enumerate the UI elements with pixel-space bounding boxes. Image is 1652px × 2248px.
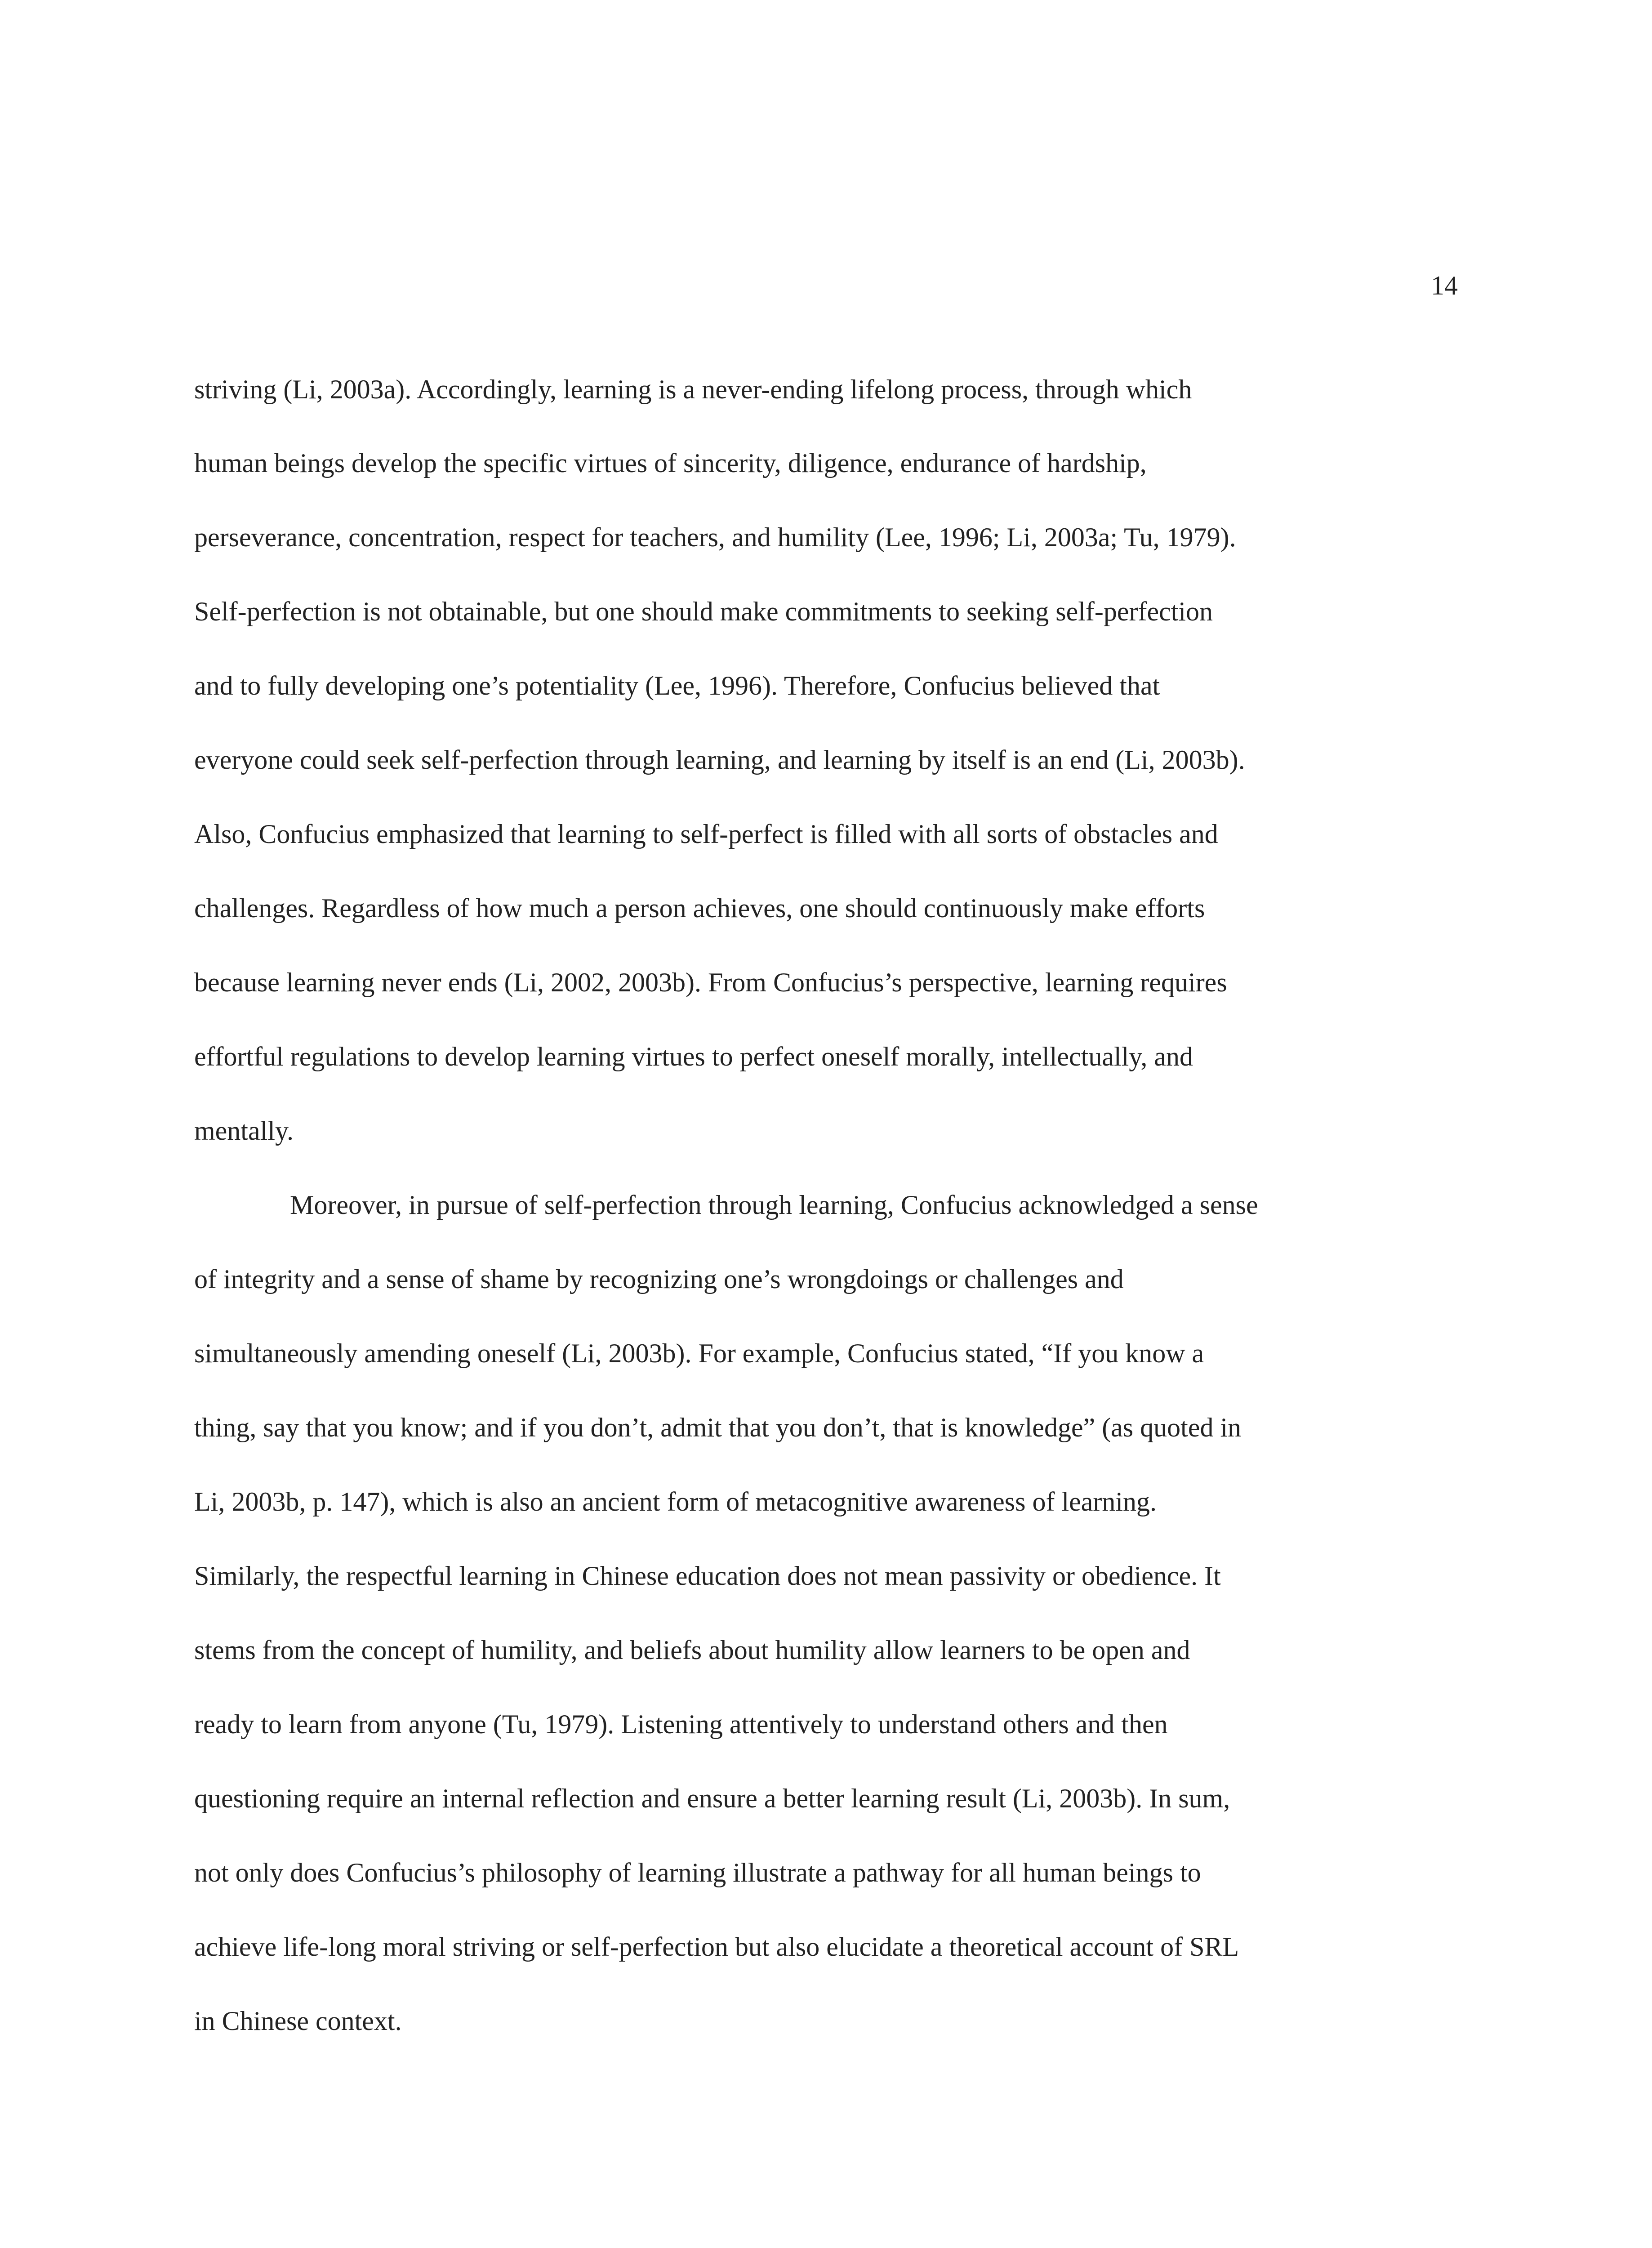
- paragraph-1-line-6: everyone could seek self-perfection through learning, and learning by itself is an end (Li, 2003b).: [194, 745, 1245, 775]
- paragraph-2-line-9: questioning require an internal reflection and ensure a better learning result (Li, 2003b). In sum,: [194, 1784, 1230, 1813]
- paragraph-2-line-5: Li, 2003b, p. 147), which is also an ancient form of metacognitive awareness of learning.: [194, 1487, 1157, 1517]
- paragraph-1-line-7: Also, Confucius emphasized that learning to self-perfect is filled with all sorts of obstacles and: [194, 819, 1218, 849]
- page-number: 14: [1431, 271, 1458, 300]
- paragraph-1-line-8: challenges. Regardless of how much a person achieves, one should continuously make efforts: [194, 893, 1205, 923]
- paragraph-2-line-8: ready to learn from anyone (Tu, 1979). Listening attentively to understand others and then: [194, 1709, 1168, 1739]
- paragraph-2-line-11: achieve life-long moral striving or self-perfection but also elucidate a theoretical account of SRL: [194, 1932, 1239, 1962]
- paragraph-1-line-3: perseverance, concentration, respect for teachers, and humility (Lee, 1996; Li, 2003a; Tu, 1979).: [194, 522, 1236, 552]
- paragraph-1-line-4: Self-perfection is not obtainable, but one should make commitments to seeking self-perfection: [194, 597, 1213, 626]
- paragraph-2-line-12: in Chinese context.: [194, 2006, 402, 2036]
- paragraph-2-line-7: stems from the concept of humility, and beliefs about humility allow learners to be open and: [194, 1635, 1190, 1665]
- paragraph-1-line-1: striving (Li, 2003a). Accordingly, learning is a never-ending lifelong process, through which: [194, 375, 1192, 404]
- paragraph-1-line-10: effortful regulations to develop learning virtues to perfect oneself morally, intellectually, and: [194, 1042, 1193, 1071]
- paragraph-1-line-9: because learning never ends (Li, 2002, 2003b). From Confucius’s perspective, learning requires: [194, 968, 1227, 997]
- paragraph-2-line-1: Moreover, in pursue of self-perfection through learning, Confucius acknowledged a sense: [290, 1190, 1258, 1220]
- paragraph-2-line-3: simultaneously amending oneself (Li, 2003b). For example, Confucius stated, “If you know a: [194, 1338, 1204, 1368]
- paragraph-1-line-11: mentally.: [194, 1116, 294, 1146]
- paragraph-1-line-2: human beings develop the specific virtues of sincerity, diligence, endurance of hardship,: [194, 448, 1147, 478]
- paragraph-2-line-6: Similarly, the respectful learning in Chinese education does not mean passivity or obedience. It: [194, 1561, 1221, 1591]
- paragraph-2-line-2: of integrity and a sense of shame by recognizing one’s wrongdoings or challenges and: [194, 1264, 1124, 1294]
- paragraph-1-line-5: and to fully developing one’s potentiality (Lee, 1996). Therefore, Confucius believed that: [194, 671, 1160, 700]
- paragraph-2-line-4: thing, say that you know; and if you don’t, admit that you don’t, that is knowledge” (as quoted in: [194, 1413, 1242, 1442]
- paragraph-2-line-10: not only does Confucius’s philosophy of learning illustrate a pathway for all human beings to: [194, 1858, 1201, 1887]
